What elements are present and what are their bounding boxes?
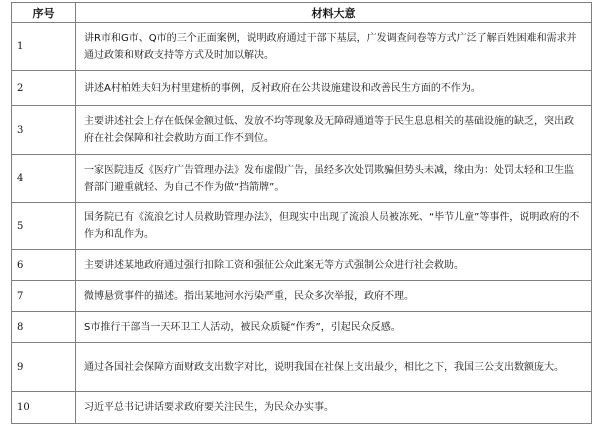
header-number: 序号 xyxy=(12,3,76,23)
row-number: 8 xyxy=(12,312,76,343)
table-row xyxy=(12,281,592,312)
row-number: 7 xyxy=(12,281,76,312)
row-number: 2 xyxy=(12,71,76,106)
row-summary: 讲述A村柏姓夫妇为村里建桥的事例，反衬政府在公共设施建设和改善民生方面的不作为。 xyxy=(76,71,592,106)
table-row xyxy=(12,155,592,203)
row-summary: 主要讲述某地政府通过强行扣除工资和强征公众此案无等方式强制公众进行社会救助。 xyxy=(76,250,592,281)
table-row xyxy=(12,106,592,155)
header-material-summary: 材料大意 xyxy=(76,3,592,23)
table-row xyxy=(12,312,592,343)
row-summary: 习近平总书记讲话要求政府要关注民生，为民众办实事。 xyxy=(76,392,592,424)
table-row xyxy=(12,203,592,250)
row-number: 5 xyxy=(12,203,76,250)
row-number: 1 xyxy=(12,23,76,71)
row-summary: 微博悬赏事件的描述。指出某地河水污染严重，民众多次举报，政府不理。 xyxy=(76,281,592,312)
table-row xyxy=(12,71,592,106)
row-summary: 讲R市和G市、Q市的三个正面案例，说明政府通过干部下基层，广发调查问卷等方式广泛了解百姓困难和需求并通过政策和财政支持等方式及时加以解决。 xyxy=(76,23,592,71)
row-summary: S市推行干部当一天环卫工人活动，被民众质疑“作秀”，引起民众反感。 xyxy=(76,312,592,343)
table-header-row xyxy=(12,3,592,23)
row-number: 9 xyxy=(12,343,76,392)
row-summary: 通过各国社会保障方面财政支出数字对比，说明我国在社保上支出最少，相比之下，我国三公支出数额庞大。 xyxy=(76,343,592,392)
row-summary: 主要讲述社会上存在低保金额过低、发放不均等现象及无障碍通道等于民生息息相关的基础设施的缺乏，突出政府在社会保障和社会救助方面工作不到位。 xyxy=(76,106,592,155)
row-number: 3 xyxy=(12,106,76,155)
row-number: 6 xyxy=(12,250,76,281)
table-row xyxy=(12,392,592,424)
materials-table xyxy=(11,2,592,424)
table-row xyxy=(12,23,592,71)
row-number: 4 xyxy=(12,155,76,203)
row-summary: 一家医院违反《医疗广告管理办法》发布虚假广告，虽经多次处罚欺骗但势头未减，缘由为：处罚太轻和卫生监督部门避重就轻、为自己不作为做“挡箭牌”。 xyxy=(76,155,592,203)
row-summary: 国务院已有《流浪乞讨人员救助管理办法》，但现实中出现了流浪人员被冻死、“毕节儿童”等事件，说明政府的不作为和乱作为。 xyxy=(76,203,592,250)
row-number: 10 xyxy=(12,392,76,424)
table-row xyxy=(12,343,592,392)
table-row xyxy=(12,250,592,281)
